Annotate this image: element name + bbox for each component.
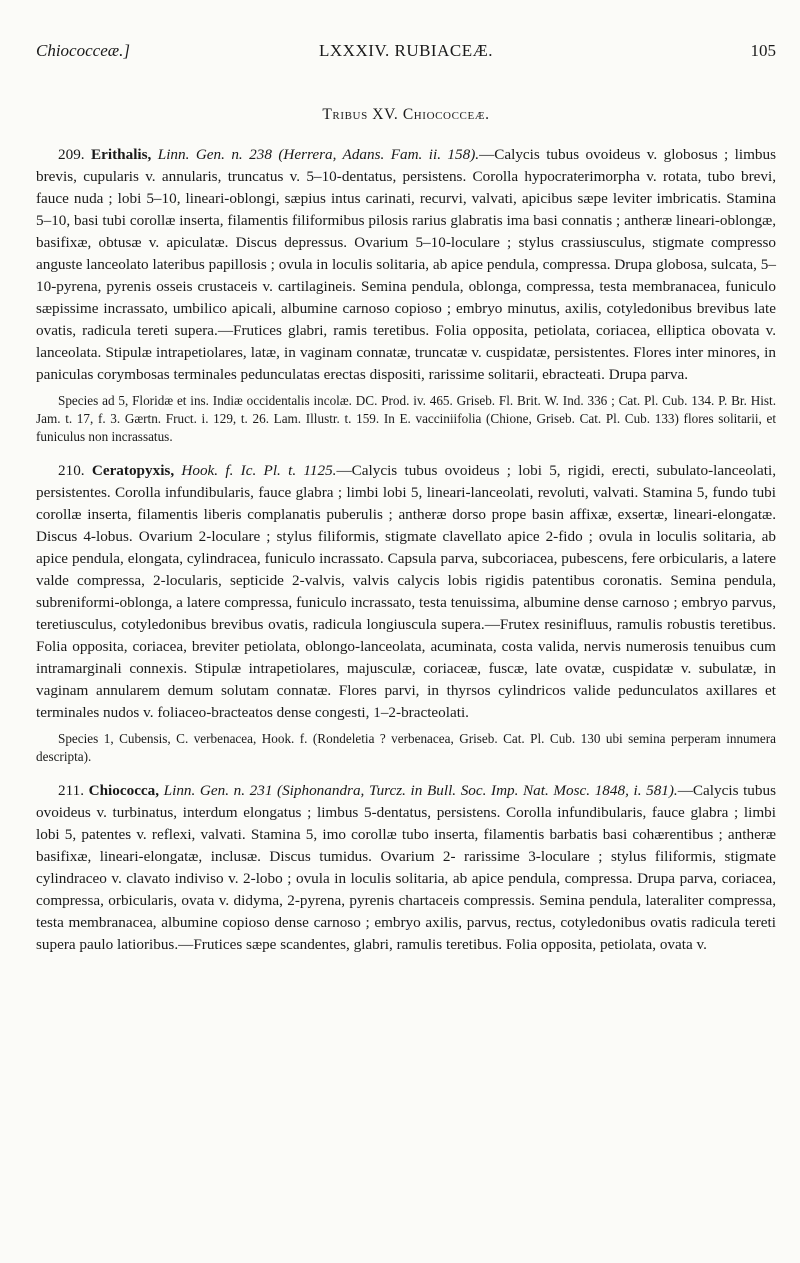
- page-number: 105: [750, 41, 776, 60]
- tribe-title: Tribus XV. Chiococceæ.: [322, 106, 490, 123]
- genus-name: Erithalis,: [91, 146, 152, 163]
- genus-name: Ceratopyxis,: [91, 462, 175, 479]
- genus-entry-ceratopyxis: [36, 460, 776, 724]
- entry-citation: Linn. Gen. n. 231 (Siphonandra, Turcz. in Bull. Soc. Imp. Nat. Mosc. 1848, i. 581).: [163, 782, 678, 799]
- entry-description: —Calycis tubus ovoideus v. turbinatus, interdum elongatus ; limbus 5-dentatus, persistens. Corolla infundibularis, fauce glabra ; limbi lobi 5, patentes v. reflexi, valvati. Stamina 5, imo corollæ tubo inserta, filamentis barbatis basi cohærentibus ; antheræ basifixæ, lineari-elongatæ, inclusæ. Discus tumidus. Ovarium 2- rarissime 3-loculare ; stylus filiformis, stigmate cylindraceo v. clavato indiviso v. 2-lobo ; ovula in loculis solitaria, ab apice pendula, compressa. Drupa parva, coriacea, compressa, orbicularis, ovata v. didyma, 2-pyrena, pyrenis chartaceis compressis. Semina pendula, lateraliter compressa, testa membranacea, albumine copioso dense carnoso ; embryo axilis, parvus, rectus, cotyledonibus ovatis radicula tereti supera paulo latioribus.—Frutices sæpe scandentes, glabri, ramulis teretibus. Folia opposita, petiolata, ovata v.: [36, 782, 776, 953]
- genus-entry-chiococca: [36, 780, 776, 956]
- species-note-erithalis: Species ad 5, Floridæ et ins. Indiæ occidentalis incolæ. DC. Prod. iv. 465. Griseb. Fl. Brit. W. Ind. 336 ; Cat. Pl. Cub. 134. P. Br. Hist. Jam. t. 17, f. 3. Gærtn. Fruct. i. 129, t. 26. Lam. Illustr. t. 159. In E. vacciniifolia (Chione, Griseb. Cat. Pl. Cub. 133) flores solitarii, et funiculus non incrassatus.: [36, 393, 776, 444]
- page: [36, 40, 776, 956]
- entry-description: —Calycis tubus ovoideus v. globosus ; limbus brevis, cupularis v. annularis, truncatus v. 5–10-dentatus, persistens. Corolla hypocraterimorpha v. rotata, tubo brevi, fauce nuda ; lobi 5–10, lineari-oblongi, sæpius intus carinati, recurvi, valvati, apicibus sæpe leviter imbricatis. Stamina 5–10, basi tubi corollæ inserta, filamentis filiformibus pilosis rarius glabratis ima basi connatis ; antheræ lineari-oblongæ, basifixæ, obtusæ v. apiculatæ. Discus depressus. Ovarium 5–10-loculare ; stylus crassiusculus, stigmate compresso anguste lanceolato lateribus papillosis ; ovula in loculis solitaria, ab apice pendula, compressa. Drupa globosa, sulcata, 5–10-pyrena, pyrenis osseis crustaceis v. cartilagineis. Semina pendula, oblonga, compressa, testa membranacea, funiculo sæpissime incrassato, umbilico apicali, albumine carnoso copioso ; embryo minutus, axilis, cotyledonibus brevibus late ovatis, radicula tereti supera.—Frutices glabri, ramis teretibus. Folia opposita, petiolata, coriacea, elliptica obovata v. lanceolata. Stipulæ intrapetiolares, latæ, in vaginam connatæ, truncatæ v. cuspidatæ, persistentes. Flores inter minores, in paniculas corymbosas terminales pedunculatas erectas dispositi, rarissime solitarii, ebracteati. Drupa parva.: [36, 146, 777, 383]
- entry-description: —Calycis tubus ovoideus ; lobi 5, rigidi, erecti, subulato-lanceolati, persistentes. Corolla infundibularis, fauce glabra ; limbi lobi 5, lineari-lanceolati, revoluti, valvati. Stamina 5, fundo tubi corollæ inserta, filamentis liberis complanatis puberulis ; antheræ dorso prope basin affixæ, exsertæ, lineari-elongatæ. Discus 4-lobus. Ovarium 2-loculare ; stylus filiformis, stigmate clavellato apice 2-fido ; ovula in loculis solitaria, ab apice pendula, elongata, cylindracea, funiculo incrassato. Capsula parva, subcoriacea, pubescens, fere orbicularis, a latere valde compressa, 2-locularis, septicide 2-valvis, valvis calycis lobis rigidis patentibus coronatis. Semina pendula, subreniformi-oblonga, a latere compressa, funiculo incrassato, testa tenuissima, albumine dense carnoso ; embryo parvus, teretiusculus, cotyledonibus brevibus ovatis, radicula longiuscula supera.—Frutex resinifluus, ramulis robustis teretibus. Folia opposita, coriacea, breviter petiolata, oblongo-lanceolata, acuminata, costa valida, nervis numerosis tenuibus cum intramarginali connexis. Stipulæ intrapetiolares, majusculæ, coriaceæ, fuscæ, late ovatæ, cuspidatæ v. subulatæ, in vaginam annularem demum solutam connatæ. Flores parvi, in thyrsos cylindricos valide pedunculatos axillares et terminales nudos v. foliaceo-bracteatos dense congesti, 1–2-bracteolati.: [36, 462, 776, 721]
- entry-citation: Hook. f. Ic. Pl. t. 1125.: [181, 462, 337, 479]
- entry-citation: Linn. Gen. n. 238 (Herrera, Adans. Fam. ii. 158).: [157, 146, 480, 163]
- entry-number: 211.: [58, 782, 85, 799]
- genus-name: Chiococca,: [88, 782, 160, 799]
- entry-number: 210.: [58, 462, 85, 479]
- running-head-left: Chiococceæ.]: [36, 41, 130, 60]
- species-note-ceratopyxis: Species 1, Cubensis, C. verbenacea, Hook. f. (Rondeletia ? verbenacea, Griseb. Cat. Pl. Cub. 130 ubi semina perperam innumera descripta).: [36, 731, 776, 764]
- running-head: [36, 40, 776, 64]
- entry-number: 209.: [58, 146, 85, 163]
- genus-entry-erithalis: [36, 144, 776, 386]
- running-head-title: LXXXIV. RUBIACEÆ.: [319, 41, 493, 60]
